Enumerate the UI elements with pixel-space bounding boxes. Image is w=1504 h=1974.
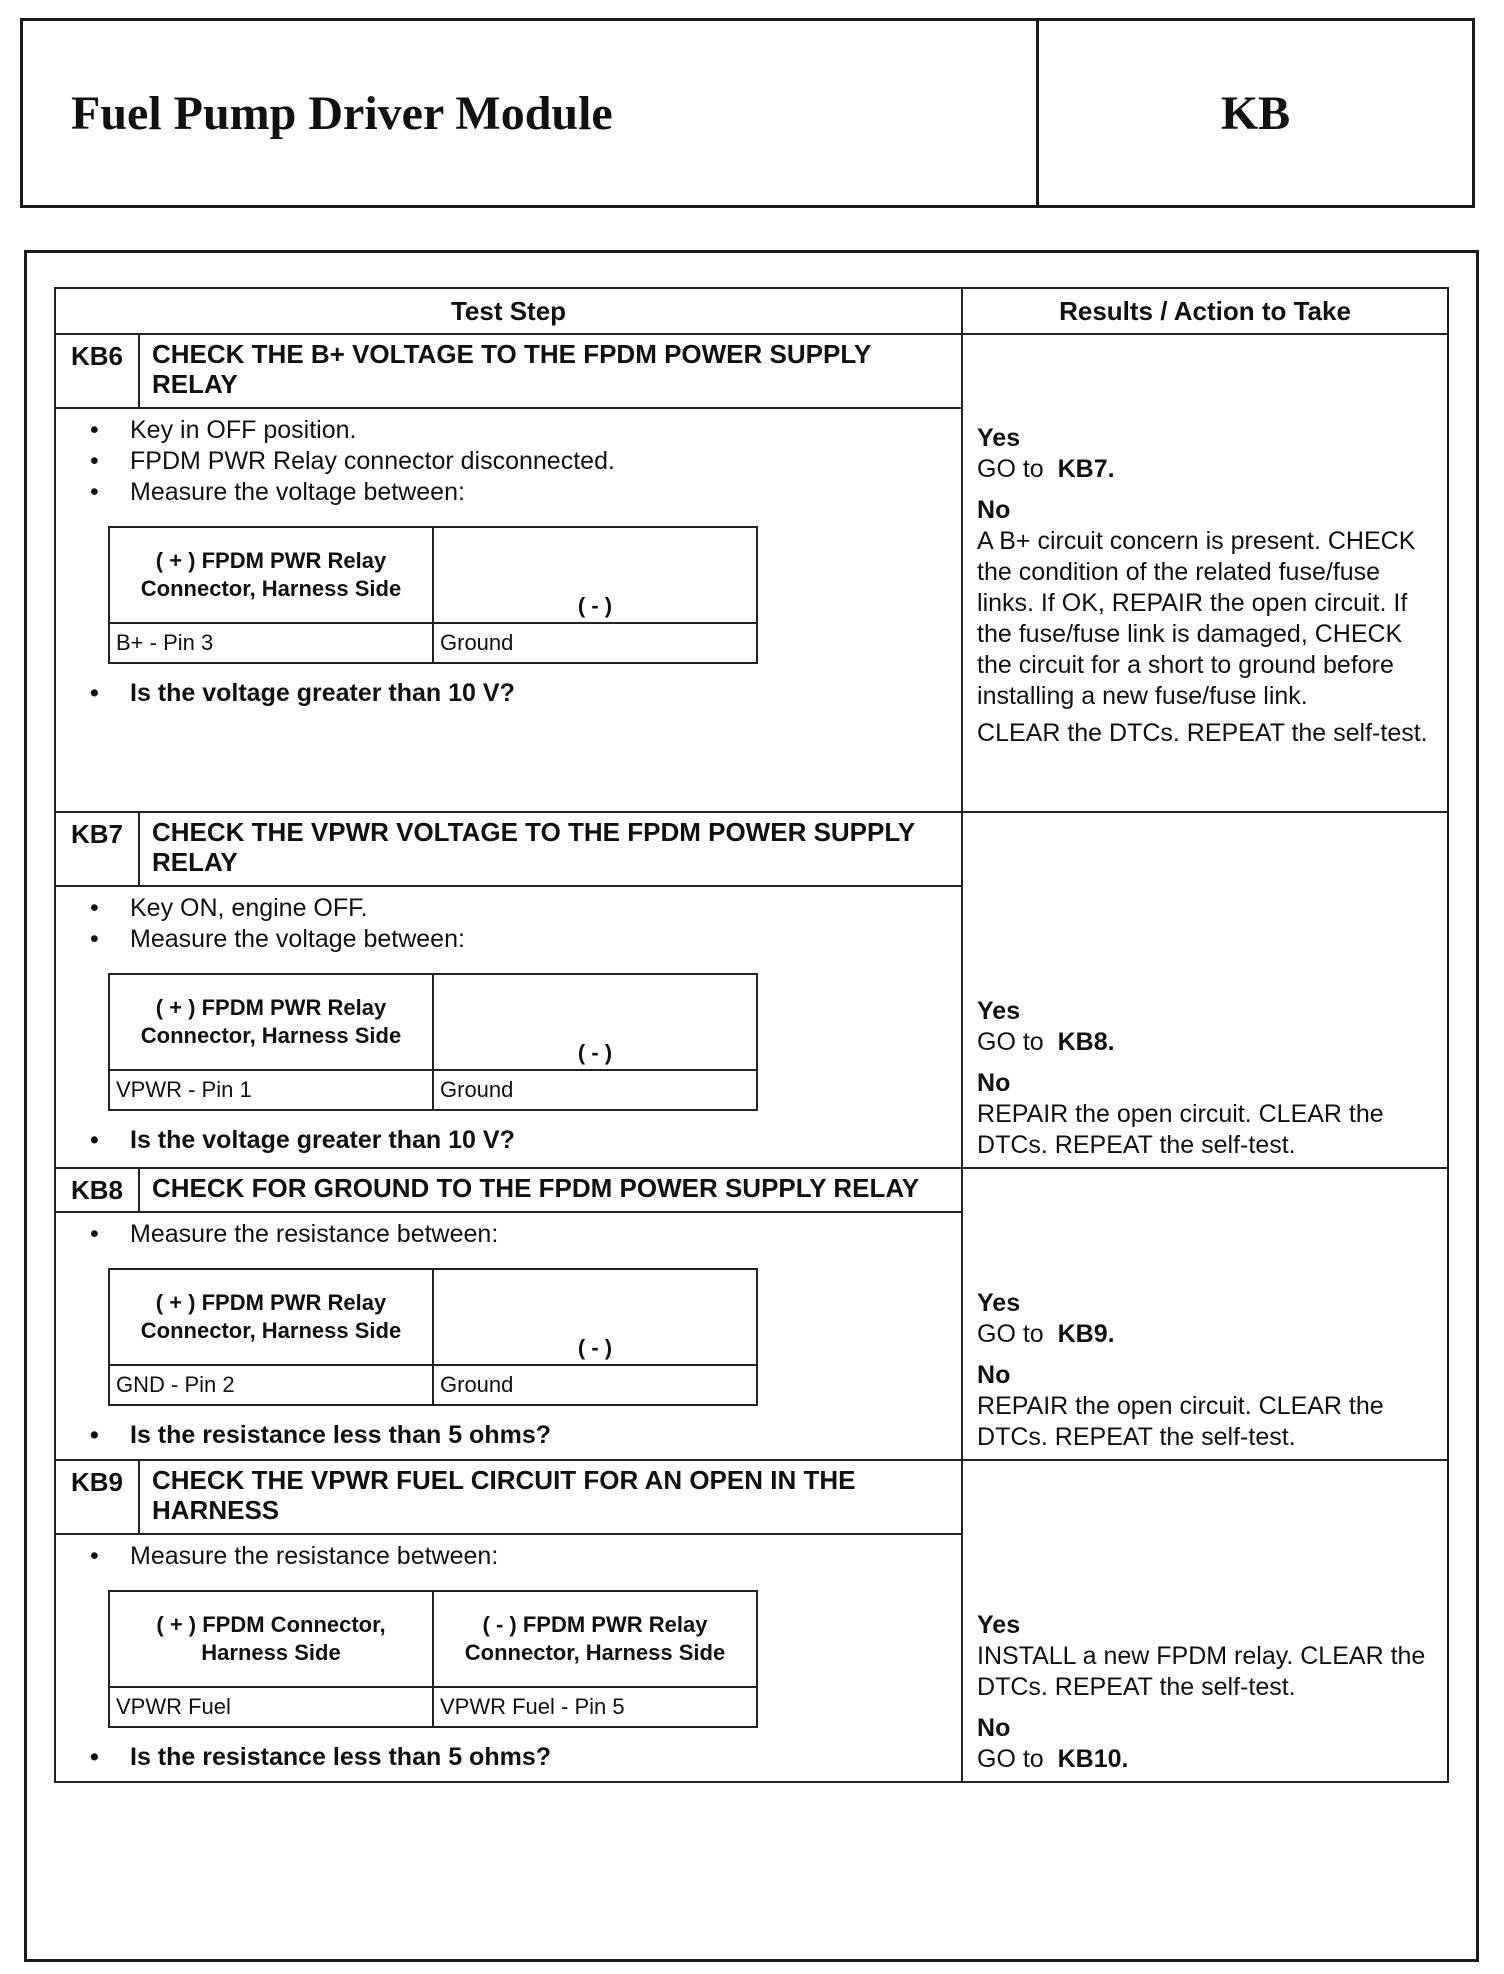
step-question-list bbox=[56, 1125, 961, 1156]
measurement-table bbox=[108, 1590, 758, 1728]
step-code: KB8 bbox=[55, 1168, 139, 1212]
yes-label: Yes bbox=[977, 997, 1021, 1025]
no-label: No bbox=[977, 496, 1011, 524]
table-row bbox=[55, 812, 1448, 886]
step-question-list bbox=[56, 1742, 961, 1773]
list-item: • Key in OFF position. bbox=[84, 415, 961, 446]
meas-val-neg: Ground bbox=[433, 623, 757, 663]
table-header-row bbox=[55, 288, 1448, 334]
meas-val-pos: VPWR - Pin 1 bbox=[109, 1070, 433, 1110]
step-body bbox=[55, 886, 962, 1168]
step-question: • Is the voltage greater than 10 V? bbox=[84, 678, 961, 709]
step-question-list bbox=[56, 1420, 961, 1451]
list-item: • FPDM PWR Relay connector disconnected. bbox=[84, 446, 961, 477]
list-item: • Measure the resistance between: bbox=[84, 1219, 961, 1250]
yes-label: Yes bbox=[977, 1289, 1021, 1317]
yes-label: Yes bbox=[977, 1611, 1021, 1639]
table-row bbox=[55, 334, 1448, 408]
no-action-2: CLEAR the DTCs. REPEAT the self-test. bbox=[977, 719, 1428, 747]
test-step-table bbox=[54, 287, 1449, 1783]
meas-head-neg: ( - ) FPDM PWR Relay Connector, Harness Side bbox=[433, 1591, 757, 1687]
step-list bbox=[56, 1219, 961, 1250]
yes-target: KB8. bbox=[1057, 1028, 1115, 1056]
page-header bbox=[20, 18, 1475, 208]
no-target: KB10. bbox=[1057, 1745, 1129, 1773]
step-title: CHECK THE VPWR FUEL CIRCUIT FOR AN OPEN IN THE HARNESS bbox=[139, 1460, 962, 1534]
step-title: CHECK THE VPWR VOLTAGE TO THE FPDM POWER SUPPLY RELAY bbox=[139, 812, 962, 886]
step-result bbox=[962, 1168, 1448, 1460]
yes-label: Yes bbox=[977, 424, 1021, 452]
no-label: No bbox=[977, 1069, 1011, 1097]
meas-val-neg: Ground bbox=[433, 1070, 757, 1110]
section-code: KB bbox=[1220, 86, 1291, 140]
list-item: • Measure the voltage between: bbox=[84, 924, 961, 955]
meas-val-pos: B+ - Pin 3 bbox=[109, 623, 433, 663]
step-title: CHECK THE B+ VOLTAGE TO THE FPDM POWER SUPPLY RELAY bbox=[139, 334, 962, 408]
step-question: • Is the resistance less than 5 ohms? bbox=[84, 1420, 961, 1451]
list-item: • Key ON, engine OFF. bbox=[84, 893, 961, 924]
no-action bbox=[977, 1744, 1437, 1775]
yes-text: GO to bbox=[977, 1320, 1044, 1348]
no-label: No bbox=[977, 1361, 1011, 1389]
table-row bbox=[55, 1168, 1448, 1212]
step-list bbox=[56, 1541, 961, 1572]
yes-text: GO to bbox=[977, 1028, 1044, 1056]
meas-head-pos: ( + ) FPDM PWR Relay Connector, Harness Side bbox=[109, 1269, 433, 1365]
meas-val-neg: VPWR Fuel - Pin 5 bbox=[433, 1687, 757, 1727]
meas-head-pos: ( + ) FPDM Connector, Harness Side bbox=[109, 1591, 433, 1687]
step-question-list bbox=[56, 678, 961, 709]
meas-val-pos: GND - Pin 2 bbox=[109, 1365, 433, 1405]
step-body bbox=[55, 1534, 962, 1782]
no-text: GO to bbox=[977, 1745, 1044, 1773]
col-header-results: Results / Action to Take bbox=[962, 288, 1448, 334]
yes-action bbox=[977, 1027, 1437, 1058]
no-action: REPAIR the open circuit. CLEAR the DTCs. REPEAT the self-test. bbox=[977, 1392, 1384, 1451]
measurement-table bbox=[108, 973, 758, 1111]
step-question: • Is the resistance less than 5 ohms? bbox=[84, 1742, 961, 1773]
yes-action bbox=[977, 454, 1437, 485]
step-code: KB6 bbox=[55, 334, 139, 408]
yes-text: GO to bbox=[977, 455, 1044, 483]
step-body bbox=[55, 1212, 962, 1460]
col-header-test-step: Test Step bbox=[55, 288, 962, 334]
list-item: • Measure the resistance between: bbox=[84, 1541, 961, 1572]
meas-head-pos: ( + ) FPDM PWR Relay Connector, Harness Side bbox=[109, 974, 433, 1070]
no-action: REPAIR the open circuit. CLEAR the DTCs. REPEAT the self-test. bbox=[977, 1100, 1384, 1159]
meas-head-neg: ( - ) bbox=[433, 1269, 757, 1365]
no-action: A B+ circuit concern is present. CHECK the condition of the related fuse/fuse links. If OK, REPAIR the open circuit. If the fuse/fuse link is damaged, CHECK the circuit for a short to ground before installing a new fuse/fuse link. bbox=[977, 527, 1416, 710]
step-code: KB7 bbox=[55, 812, 139, 886]
table-row bbox=[55, 1460, 1448, 1534]
meas-val-pos: VPWR Fuel bbox=[109, 1687, 433, 1727]
meas-val-neg: Ground bbox=[433, 1365, 757, 1405]
step-result bbox=[962, 1460, 1448, 1782]
yes-target: KB7. bbox=[1057, 455, 1115, 483]
step-body bbox=[55, 408, 962, 812]
step-title: CHECK FOR GROUND TO THE FPDM POWER SUPPLY RELAY bbox=[139, 1168, 962, 1212]
meas-head-neg: ( - ) bbox=[433, 527, 757, 623]
step-code: KB9 bbox=[55, 1460, 139, 1534]
page-title: Fuel Pump Driver Module bbox=[23, 21, 1039, 205]
measurement-table bbox=[108, 1268, 758, 1406]
step-result bbox=[962, 334, 1448, 812]
step-list bbox=[56, 893, 961, 955]
yes-action bbox=[977, 1319, 1437, 1350]
meas-head-pos: ( + ) FPDM PWR Relay Connector, Harness Side bbox=[109, 527, 433, 623]
list-item: • Measure the voltage between: bbox=[84, 477, 961, 508]
yes-action: INSTALL a new FPDM relay. CLEAR the DTCs. REPEAT the self-test. bbox=[977, 1642, 1426, 1701]
step-result bbox=[962, 812, 1448, 1168]
step-question: • Is the voltage greater than 10 V? bbox=[84, 1125, 961, 1156]
no-label: No bbox=[977, 1714, 1011, 1742]
yes-target: KB9. bbox=[1057, 1320, 1115, 1348]
step-list bbox=[56, 415, 961, 508]
measurement-table bbox=[108, 526, 758, 664]
meas-head-neg: ( - ) bbox=[433, 974, 757, 1070]
